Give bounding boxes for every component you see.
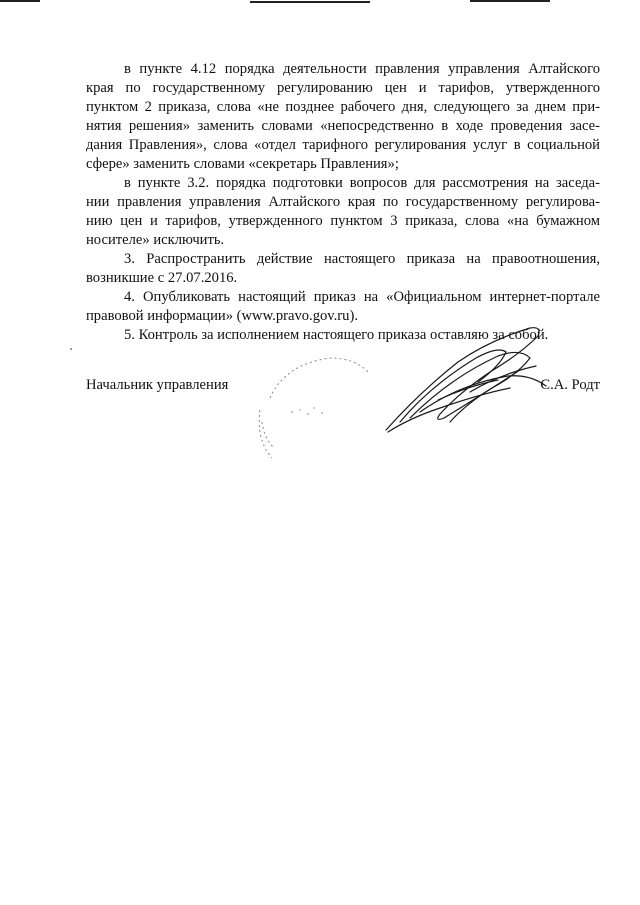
text-line: края по государственному регулированию цен и тарифов, утвержденного — [86, 80, 600, 96]
paragraph-item-3-2 — [86, 174, 600, 250]
scan-edge-segment — [470, 0, 550, 2]
scan-top-edge — [0, 0, 640, 6]
scan-speck — [70, 348, 72, 350]
paragraph-3 — [86, 250, 600, 288]
text-line: сфере» заменить словами «секретарь Правления»; — [86, 156, 399, 172]
text-line: в пункте 3.2. порядка подготовки вопросов для рассмотрения на заседа- — [124, 175, 600, 191]
text-line: носителе» исключить. — [86, 232, 225, 248]
text-line: 3. Распространить действие настоящего приказа на правоотношения, — [124, 251, 600, 267]
text-line: нятия решения» заменить словами «непосредственно в ходе проведения засе- — [86, 118, 600, 134]
text-line: 5. Контроль за исполнением настоящего приказа оставляю за собой. — [124, 327, 549, 343]
signer-title: Начальник управления — [86, 377, 229, 393]
text-line: дания Правления», слова «отдел тарифного регулирования услуг в социальной — [86, 137, 600, 153]
signature-block — [86, 377, 600, 401]
stamp-mark — [250, 350, 380, 480]
text-line: 4. Опубликовать настоящий приказ на «Официальном интернет-портале — [124, 289, 600, 305]
scan-edge-segment — [0, 0, 40, 2]
scan-edge-segment — [250, 1, 370, 3]
text-line: пунктом 2 приказа, слова «не позднее рабочего дня, следующего за днем при- — [86, 99, 600, 115]
text-line: в пункте 4.12 порядка деятельности правления управления Алтайского — [124, 61, 600, 77]
text-line: нию цен и тарифов, утвержденного пунктом 3 приказа, слова «на бумажном — [86, 213, 600, 229]
paragraph-4 — [86, 288, 600, 326]
text-line: правовой информации» (www.pravo.gov.ru). — [86, 308, 358, 324]
signer-name: С.А. Родт — [540, 377, 600, 393]
paragraph-item-4-12 — [86, 60, 600, 174]
text-line: нии правления управления Алтайского края по государственному регулирова- — [86, 194, 600, 210]
text-line: возникшие с 27.07.2016. — [86, 270, 238, 286]
document-body — [86, 60, 600, 345]
